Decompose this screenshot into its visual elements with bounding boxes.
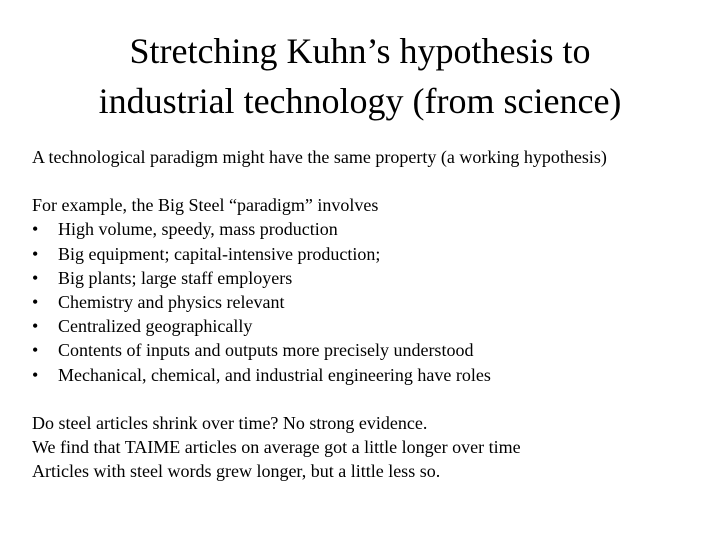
bullet-text: High volume, speedy, mass production: [58, 219, 338, 240]
example-heading: For example, the Big Steel “paradigm” involves: [32, 195, 379, 216]
slide-title: [40, 26, 680, 126]
slide-body: [32, 145, 702, 483]
bullet-text: Big equipment; capital-intensive production;: [58, 243, 381, 264]
spacer: [32, 169, 702, 193]
conclusion-line: Do steel articles shrink over time? No strong evidence.: [32, 412, 428, 433]
bullet-list: [32, 217, 702, 386]
conclusion-line: We find that TAIME articles on average got a little longer over time: [32, 437, 521, 458]
bullet-item: [32, 217, 702, 241]
bullet-icon: •: [32, 340, 39, 361]
bullet-item: [32, 266, 702, 290]
bullet-icon: •: [32, 316, 39, 337]
bullet-icon: •: [32, 219, 39, 240]
bullet-icon: •: [32, 364, 39, 385]
bullet-text: Centralized geographically: [58, 316, 253, 337]
title-line: Stretching Kuhn’s hypothesis to: [129, 31, 591, 71]
title-line: industrial technology (from science): [98, 81, 622, 121]
bullet-icon: •: [32, 243, 39, 264]
conclusion-line: Articles with steel words grew longer, but a little less so.: [32, 461, 441, 482]
bullet-item: [32, 242, 702, 266]
bullet-text: Big plants; large staff employers: [58, 267, 293, 288]
bullet-item: [32, 363, 702, 387]
bullet-icon: •: [32, 292, 39, 313]
bullet-text: Mechanical, chemical, and industrial engineering have roles: [58, 364, 491, 385]
spacer: [32, 387, 702, 411]
intro-text: A technological paradigm might have the same property (a working hypothesis): [32, 147, 607, 167]
bullet-item: [32, 338, 702, 362]
bullet-item: [32, 314, 702, 338]
bullet-item: [32, 290, 702, 314]
bullet-icon: •: [32, 267, 39, 288]
bullet-text: Chemistry and physics relevant: [58, 292, 285, 313]
bullet-text: Contents of inputs and outputs more precisely understood: [58, 340, 474, 361]
